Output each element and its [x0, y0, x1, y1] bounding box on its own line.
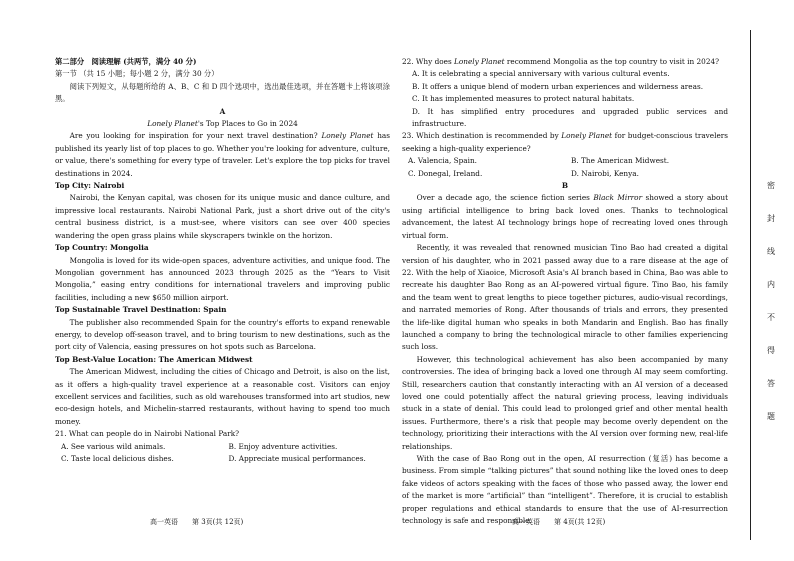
seal-char: 得: [767, 346, 775, 355]
question-21-options: [55, 441, 390, 466]
intro-paragraph: Are you looking for inspiration for your next travel destination? Lonely Planet has published its yearly list of top places to go. Whether you're looking for adventure, culture, or value, there's something for every type of traveler. Let's explore the top picks for travel destinations in 2024.: [55, 131, 390, 178]
seal-char: 密: [767, 181, 775, 190]
question-21: 21. What can people do in Nairobi National Park?: [55, 429, 240, 439]
option: A. Valencia, Spain.: [408, 156, 477, 166]
option: B. The American Midwest.: [571, 156, 670, 166]
seal-char: 答: [767, 379, 775, 388]
passage-letter-b: B: [561, 181, 569, 191]
option: D. Appreciate musical performances.: [228, 454, 366, 463]
heading-nairobi: Top City: Nairobi: [55, 181, 125, 191]
paragraph-midwest: The American Midwest, including the cities of Chicago and Detroit, is also on the list, as it offers a high-quality travel experience at a reasonable cost. Visitors can enjoy excellent services and facilities, such as old warehouses transformed into art studios, new eco-design hotels, and Michelin-starred restaurants, without having to spend too much money.: [55, 367, 390, 426]
option: C. Donegal, Ireland.: [408, 168, 483, 178]
seal-char: 题: [767, 412, 775, 421]
footer-right: 高一英语 第 4页(共 12页): [512, 518, 606, 526]
left-column: [55, 56, 390, 465]
heading-spain: Top Sustainable Travel Destination: Spain: [55, 305, 227, 315]
paragraph-b3: However, this technological achievement has also been accompanied by many controversies. The idea of bringing back a loved one through AI may seem comforting. Still, researchers caution that constantly interacting with an AI version of a deceased loved one could potentially affect the natural grieving process, leaving individuals stuck in a state of denial. This could lead to prolonged grief and other mental health issues. Furthermore, there's a risk that people may become overly dependent on the technology, prioritizing their interactions with the AI version over forming new, real-life relationships.: [402, 354, 728, 451]
seal-char: 不: [767, 313, 775, 322]
paragraph-mongolia: Mongolia is loved for its wide-open spaces, adventure activities, and unique food. The Mongolian government has announced 2023 through 2025 as the “Years to Visit Mongolia,” easing entry conditions for international travelers and improving public facilities, including a new $650 million airport.: [55, 255, 390, 302]
seal-char: 线: [767, 247, 775, 256]
instructions: 阅读下列短文，从每题所给的 A、B、C 和 D 四个选项中，选出最佳选项，并在答题卡上将该项涂黑。: [55, 81, 390, 104]
option: A. See various wild animals.: [61, 441, 166, 451]
heading-mongolia: Top Country: Mongolia: [55, 243, 149, 253]
right-column: [402, 56, 728, 527]
option: A. It is celebrating a special anniversary with various cultural events.: [412, 69, 670, 79]
option: B. It offers a unique blend of modern urban experiences and wilderness areas.: [412, 81, 704, 91]
section-title: 第二部分 阅读理解 (共两节，满分 40 分): [55, 57, 197, 66]
option: C. Taste local delicious dishes.: [61, 454, 174, 463]
question-23-options: [402, 155, 728, 180]
question-23: 23. Which destination is recommended by Lonely Planet for budget-conscious travelers seeking a high-quality experience?: [402, 131, 728, 153]
seal-char: 内: [767, 280, 775, 289]
option: B. Enjoy adventure activities.: [228, 441, 338, 451]
paragraph-nairobi: Nairobi, the Kenyan capital, was chosen for its unique music and dance culture, and impressive local restaurants. Nairobi National Park, just a short drive out of the city's central business district, is a must-see, where visitors can see over 400 species wandering the open grass plains while skyscrapers twinkle on the horizon.: [55, 193, 390, 240]
section-subtitle: 第一节 （共 15 小题；每小题 2 分，满分 30 分）: [55, 69, 219, 79]
seal-line: [750, 30, 751, 540]
passage-title: Lonely Planet's Top Places to Go in 2024: [147, 119, 298, 129]
paragraph-b4: With the case of Bao Rong out in the open, AI resurrection (复活) has become a business. From simple “talking pictures” that sound nothing like the loved ones to deep fake videos of actors speaking with the faces of those who passed away, the lower end of the market is more “artificial” than “intelligent”. Therefore, it is crucial to establish proper regulations and ethical standards to ensure that the use of AI-resurrection technology is safe and responsible.: [402, 454, 728, 526]
paragraph-spain: The publisher also recommended Spain for the country's efforts to expand renewable energy, to develop off-season travel, and to bring tourism to new destinations, such as the port city of Valencia, easing pressures on hot spots such as Barcelona.: [55, 317, 390, 352]
seal-char: 封: [767, 214, 775, 223]
paragraph-b2: Recently, it was revealed that renowned musician Tino Bao had created a digital version of his daughter, who in 2021 passed away due to a rare disease at the age of 22. With the help of Xiaoice, Microsoft Asia's AI branch based in China, Bao was able to recreate his daughter Bao Rong as an AI-powered virtual figure. Tino Bao, his family and the team went to great lengths to piece together pictures, audio-visual recordings, and narrated memories of Rong. After thousands of trials and errors, they presented the life-like digital human who speaks in both Mandarin and English. Bao has finally launched a company to bring the technological miracle to other families experiencing such loss.: [402, 243, 728, 352]
option: C. It has implemented measures to protect natural habitats.: [412, 94, 635, 104]
seal-notice: [765, 180, 777, 422]
heading-midwest: Top Best-Value Location: The American Midwest: [55, 354, 253, 364]
passage-letter-a: A: [219, 106, 226, 116]
question-22: 22. Why does Lonely Planet recommend Mongolia as the top country to visit in 2024?: [402, 57, 720, 66]
option: D. It has simplified entry procedures and upgraded public services and infrastructure.: [412, 106, 728, 129]
footer-left: 高一英语 第 3页(共 12页): [150, 518, 244, 526]
paragraph-b1: Over a decade ago, the science fiction series Black Mirror showed a story about using artificial intelligence to bring back loved ones. Thanks to technological advancement, the latest AI technology brings hope of recreating loved ones through virtual form.: [402, 193, 728, 240]
option: D. Nairobi, Kenya.: [571, 168, 639, 178]
